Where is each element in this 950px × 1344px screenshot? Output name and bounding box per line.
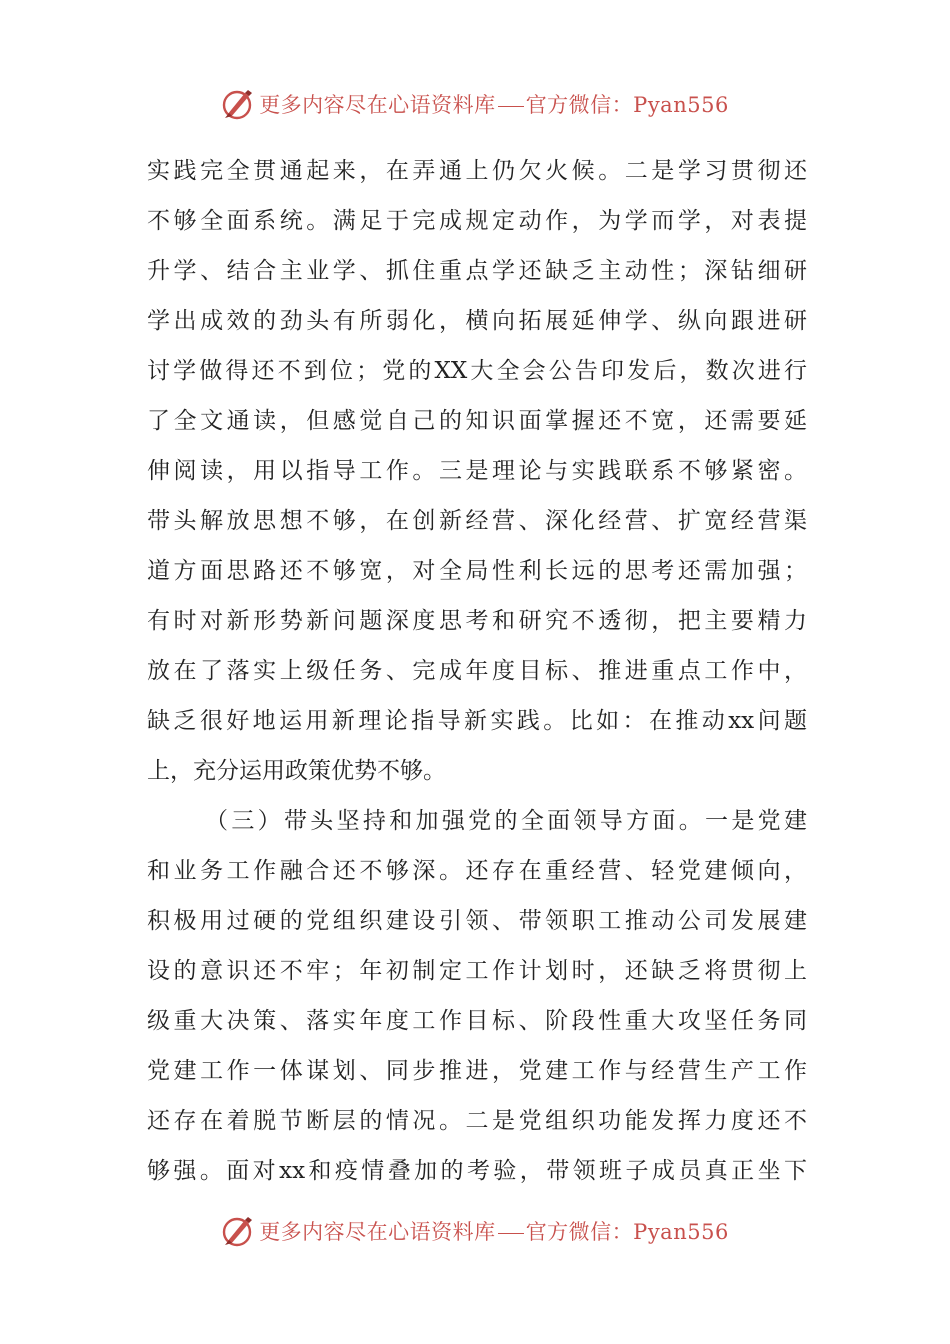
body-line: 设的意识还不牢；年初制定工作计划时，还缺乏将贯彻上: [147, 958, 807, 984]
header-watermark-text: [259, 89, 729, 119]
body-line: 还存在着脱节断层的情况。二是党组织功能发挥力度还不: [147, 1108, 807, 1134]
footer-watermark-prefix: 更多内容尽在心语资料库: [259, 1220, 496, 1244]
body-line: 和业务工作融合还不够深。还存在重经营、轻党建倾向，: [147, 858, 807, 884]
footer-watermark-suffix: 官方微信：Pyan556: [525, 1220, 729, 1244]
body-line: 有时对新形势新问题深度思考和研究不透彻，把主要精力: [147, 608, 807, 634]
body-line: 上，充分运用政策优势不够。: [147, 758, 446, 784]
body-line: 道方面思路还不够宽，对全局性利长远的思考还需加强；: [147, 558, 807, 584]
body-line: 够强。面对xx和疫情叠加的考验，带领班子成员真正坐下: [147, 1158, 807, 1184]
body-line: 学出成效的劲头有所弱化，横向拓展延伸学、纵向跟进研: [147, 308, 807, 334]
body-line: 实践完全贯通起来，在弄通上仍欠火候。二是学习贯彻还: [147, 158, 807, 184]
body-line: 升学、结合主业学、抓住重点学还缺乏主动性；深钻细研: [147, 258, 807, 284]
header-watermark-banner: [0, 82, 950, 126]
pen-logo-icon: [221, 1214, 255, 1248]
header-watermark-prefix: 更多内容尽在心语资料库: [259, 93, 496, 117]
footer-watermark-dash: [498, 1233, 524, 1234]
body-line: 积极用过硬的党组织建设引领、带领职工推动公司发展建: [147, 908, 807, 934]
body-line: 带头解放思想不够，在创新经营、深化经营、扩宽经营渠: [147, 508, 807, 534]
body-line: 党建工作一体谋划、同步推进，党建工作与经营生产工作: [147, 1058, 807, 1084]
footer-watermark-banner: [0, 1209, 950, 1253]
header-watermark-suffix: 官方微信：Pyan556: [525, 93, 729, 117]
footer-watermark-text: [259, 1216, 729, 1246]
body-line: 放在了落实上级任务、完成年度目标、推进重点工作中，: [147, 658, 807, 684]
body-line: 了全文通读，但感觉自己的知识面掌握还不宽，还需要延: [147, 408, 807, 434]
body-line: 不够全面系统。满足于完成规定动作，为学而学，对表提: [147, 208, 807, 234]
body-line: 伸阅读，用以指导工作。三是理论与实践联系不够紧密。: [147, 458, 807, 484]
header-watermark-dash: [498, 106, 524, 107]
document-body: [147, 146, 807, 1196]
body-line: 讨学做得还不到位；党的XX大全会公告印发后，数次进行: [147, 358, 807, 384]
body-line: 级重大决策、落实年度工作目标、阶段性重大攻坚任务同: [147, 1008, 807, 1034]
pen-logo-icon: [221, 87, 255, 121]
body-line: 缺乏很好地运用新理论指导新实践。比如：在推动xx问题: [147, 708, 807, 734]
section-heading-line: （三）带头坚持和加强党的全面领导方面。一是党建: [205, 808, 807, 834]
